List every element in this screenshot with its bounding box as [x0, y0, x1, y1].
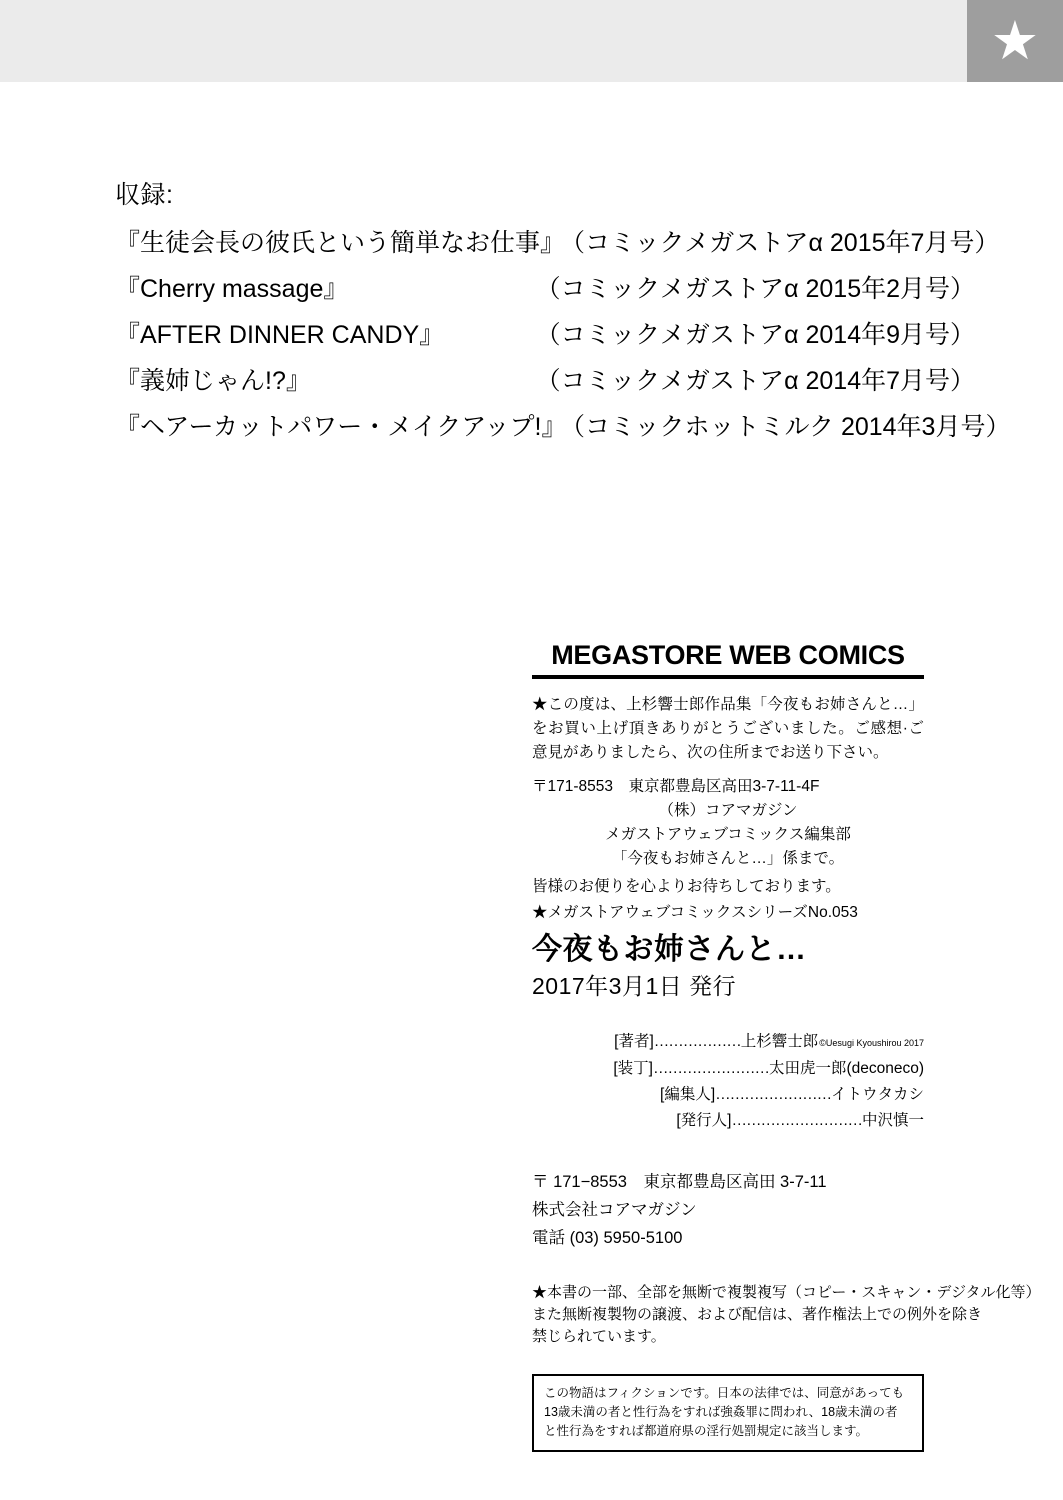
credit-dots: …………………… — [715, 1086, 832, 1103]
credit-role: [装丁] — [613, 1060, 653, 1077]
publication-date: 2017年3月1日 発行 — [532, 973, 737, 999]
credit-dots: ……………………… — [731, 1112, 862, 1129]
list-item — [115, 271, 975, 307]
credit-row — [532, 1108, 924, 1134]
address-line-4: 「今夜もお姉さんと…」係まで。 — [611, 850, 845, 867]
list-item — [115, 363, 975, 399]
address-line-3: メガストアウェブコミックス編集部 — [605, 826, 851, 843]
publisher-phone: 電話 (03) 5950-5100 — [532, 1229, 683, 1247]
credit-name: 中沢慎一 — [861, 1112, 924, 1129]
content-source: （コミックメガストアα 2014年7月号） — [535, 367, 975, 395]
address-line-1: 〒171-8553 東京都豊島区高田3-7-11-4F — [532, 778, 820, 795]
book-title: 今夜もお姉さんと… — [532, 933, 807, 966]
credit-dots: …………………… — [652, 1060, 769, 1077]
top-band — [0, 0, 1063, 82]
address-line-2: （株）コアマガジン — [658, 802, 798, 819]
content-title: 『義姉じゃん!?』 — [115, 367, 311, 395]
credit-copyright: ©Uesugi Kyoushirou 2017 — [819, 1038, 924, 1048]
credit-name: 太田虎一郎(deconeco) — [768, 1060, 924, 1077]
content-title: 『生徒会長の彼氏という簡単なお仕事』 — [115, 229, 566, 257]
warning-line-2: また無断複製物の譲渡、および配信は、著作権法上での例外を除き — [532, 1306, 983, 1323]
content-title: 『AFTER DINNER CANDY』 — [115, 321, 445, 349]
warning-line-1: ★本書の一部、全部を無断で複製複写（コピー・スキャン・デジタル化等） — [532, 1284, 1041, 1301]
credits-block — [532, 1029, 924, 1134]
divider — [532, 675, 924, 679]
star-icon: ★ — [990, 11, 1040, 71]
disclaimer-line-3: と性行為をすれば都道府県の淫行処罰規定に該当します。 — [544, 1424, 869, 1438]
fiction-disclaimer — [532, 1374, 924, 1452]
disclaimer-line-1: この物語はフィクションです。日本の法律では、同意があっても — [544, 1386, 905, 1400]
contents-section — [115, 175, 1011, 455]
thanks-paragraph: ★この度は、上杉響士郎作品集「今夜もお姉さんと…」をお買い上げ頂きありがとうございました。ご感想·ご意見がありましたら、次の住所までお送り下さい。 — [532, 696, 924, 761]
credit-role: [編集人] — [660, 1086, 716, 1103]
content-source: （コミックメガストアα 2014年9月号） — [535, 321, 975, 349]
content-title: 『Cherry massage』 — [115, 275, 349, 303]
credit-role: [発行人] — [676, 1112, 732, 1129]
list-item — [115, 225, 1000, 261]
colophon-section — [532, 640, 1041, 1452]
publisher-address: 〒 171−8553 東京都豊島区高田 3-7-11 — [532, 1173, 827, 1191]
series-number: ★メガストアウェブコミックスシリーズNo.053 — [532, 904, 858, 921]
address-block — [532, 775, 924, 871]
credit-row — [532, 1082, 924, 1108]
list-item — [115, 409, 1011, 445]
closing-line: 皆様のお便りを心よりお待ちしております。 — [532, 878, 841, 895]
star-badge — [967, 0, 1063, 82]
disclaimer-line-2: 13歳未満の者と性行為をすれば強姦罪に問われ、18歳未満の者 — [544, 1405, 898, 1419]
content-source: （コミックメガストアα 2015年7月号） — [560, 229, 1000, 257]
contents-heading: 収録: — [115, 181, 174, 209]
credit-row — [532, 1029, 924, 1056]
warning-line-3: 禁じられています。 — [532, 1328, 666, 1345]
copyright-warning — [532, 1282, 1041, 1348]
imprint-title: MEGASTORE WEB COMICS — [551, 640, 905, 670]
credit-row — [532, 1056, 924, 1082]
content-title: 『ヘアーカットパワー・メイクアップ!』 — [115, 413, 567, 441]
credit-dots: ……………… — [653, 1033, 741, 1050]
credit-name: イトウタカシ — [831, 1086, 924, 1103]
publisher-block — [532, 1168, 924, 1252]
content-source: （コミックメガストアα 2015年2月号） — [535, 275, 975, 303]
credit-role: [著者] — [614, 1033, 654, 1050]
credit-name: 上杉響士郎 — [740, 1033, 819, 1050]
content-source: （コミックホットミルク 2014年3月号） — [560, 413, 1011, 441]
list-item — [115, 317, 975, 353]
publisher-name: 株式会社コアマガジン — [532, 1201, 697, 1219]
